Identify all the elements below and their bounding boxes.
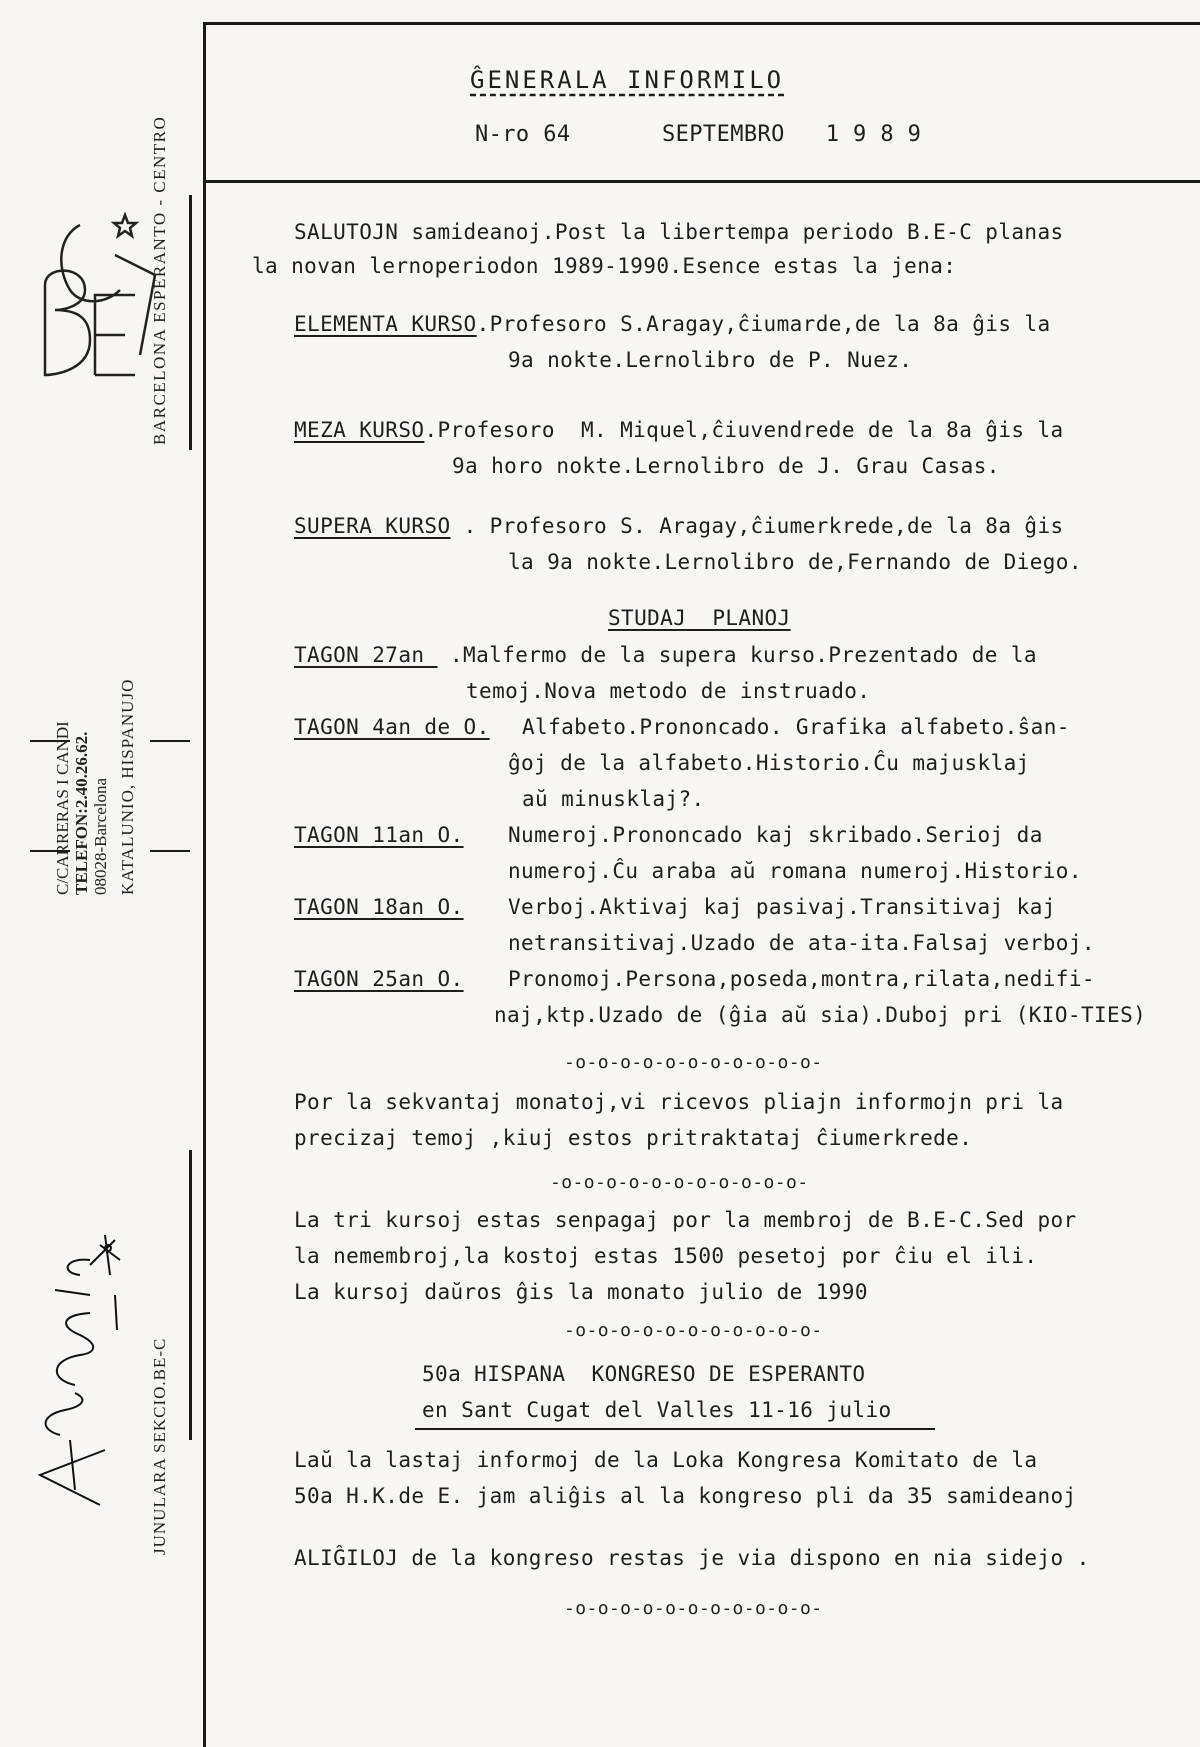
youth-section: JUNULARA SEKCIO.BE-C: [150, 1337, 169, 1555]
para3-line-1: Laŭ la lastaj informoj de la Loka Kongresa Komitato de la: [294, 1448, 1038, 1472]
study-topic: numeroj.Ĉu araba aŭ romana numeroj.Historio.: [508, 859, 1082, 883]
para4-line-1: ALIĜILOJ de la kongreso restas je via dispono en nia sidejo .: [294, 1546, 1090, 1570]
study-topic: Verboj.Aktivaj kaj pasivaj.Transitivaj kaj: [508, 895, 1056, 919]
para2-line-3: La kursoj daŭros ĝis la monato julio de 1990: [294, 1280, 868, 1304]
left-vertical-rule: [203, 22, 206, 1747]
address-line-3: 08028-Barcelona: [91, 777, 110, 895]
separator-1: -o-o-o-o-o-o-o-o-o-o-o-: [564, 1052, 823, 1073]
top-rule: [205, 22, 1200, 25]
signature: [20, 1235, 130, 1525]
course-detail-2: 9a horo nokte.Lernolibro de J. Grau Casas.: [452, 454, 1000, 478]
separator-4: -o-o-o-o-o-o-o-o-o-o-o-: [564, 1598, 823, 1619]
congress-underline: [415, 1428, 935, 1430]
issue-number: N-ro 64: [475, 122, 571, 147]
header-divider-rule: [205, 180, 1200, 183]
study-day: TAGON 25an O.: [294, 967, 464, 991]
study-day: TAGON 27an: [294, 643, 438, 667]
course-elementa: [294, 312, 1051, 336]
study-topic: temoj.Nova metodo de instruado.: [466, 679, 871, 703]
study-topic: .Malfermo de la supera kurso.Prezentado de la: [450, 643, 1037, 667]
sidebar-rule-1: [189, 195, 192, 450]
course-detail: . Profesoro S. Aragay,ĉiumerkrede,de la 8a ĝis: [450, 514, 1064, 538]
bec-logo: [25, 195, 165, 395]
course-detail: .Profesoro M. Miquel,ĉiuvendrede de la 8a ĝis la: [424, 418, 1064, 442]
tick-mark-2: [150, 740, 190, 742]
para1-line-1: Por la sekvantaj monatoj,vi ricevos pliajn informojn pri la: [294, 1090, 1064, 1114]
course-meza: [294, 418, 1064, 442]
separator-2: -o-o-o-o-o-o-o-o-o-o-o-: [550, 1172, 809, 1193]
study-day: TAGON 11an O.: [294, 823, 464, 847]
course-detail-2: la 9a nokte.Lernolibro de,Fernando de Diego.: [508, 550, 1082, 574]
congress-title-2: en Sant Cugat del Valles 11-16 julio: [422, 1398, 892, 1422]
address-line-2: TELEFON:2.40.26.62.: [72, 731, 91, 895]
course-supera: [294, 514, 1064, 538]
study-heading: STUDAJ PLANOJ: [608, 606, 791, 630]
congress-title-1: 50a HISPANA KONGRESO DE ESPERANTO: [422, 1362, 866, 1386]
study-topic: naj,ktp.Uzado de (ĝia aŭ sia).Duboj pri (KIO-TIES): [494, 1003, 1147, 1027]
study-topic: Numeroj.Prononcado kaj skribado.Serioj da: [508, 823, 1043, 847]
study-topic: Pronomoj.Persona,poseda,montra,rilata,nedifi-: [508, 967, 1095, 991]
study-topic: netransitivaj.Uzado de ata-ita.Falsaj verboj.: [508, 931, 1095, 955]
sidebar-rule-2: [189, 1150, 192, 1440]
study-topic: aŭ minusklaj?.: [522, 787, 705, 811]
para2-line-1: La tri kursoj estas senpagaj por la membroj de B.E-C.Sed por: [294, 1208, 1077, 1232]
study-topic: ĝoj de la alfabeto.Historio.Ĉu majusklaj: [508, 751, 1030, 775]
address-line-1: C/CARRERAS I CANDI: [53, 721, 72, 895]
study-topic: Alfabeto.Prononcado. Grafika alfabeto.ŝan-: [522, 715, 1070, 739]
course-name: MEZA KURSO: [294, 418, 425, 442]
para1-line-2: precizaj temoj ,kiuj estos pritraktataj ĉiumerkrede.: [294, 1126, 973, 1150]
course-detail: .Profesoro S.Aragay,ĉiumarde,de la 8a ĝis la: [476, 312, 1051, 336]
study-day: TAGON 18an O.: [294, 895, 464, 919]
course-name: SUPERA KURSO: [294, 514, 451, 538]
intro-line-2: la novan lernoperiodon 1989-1990.Esence estas la jena:: [252, 254, 957, 278]
separator-3: -o-o-o-o-o-o-o-o-o-o-o-: [564, 1320, 823, 1341]
course-detail-2: 9a nokte.Lernolibro de P. Nuez.: [508, 348, 913, 372]
study-day: TAGON 4an de O.: [294, 715, 490, 739]
course-name: ELEMENTA KURSO: [294, 312, 477, 336]
tick-mark-4: [150, 850, 190, 852]
para3-line-2: 50a H.K.de E. jam aliĝis al la kongreso pli da 35 samideanoj: [294, 1484, 1077, 1508]
org-name: BARCELONA ESPERANTO - CENTRO: [150, 115, 169, 445]
issue-date: SEPTEMBRO 1 9 8 9: [662, 122, 922, 147]
intro-line-1: SALUTOJN samideanoj.Post la libertempa periodo B.E-C planas: [294, 220, 1064, 244]
para2-line-2: la nemembroj,la kostoj estas 1500 pesetoj por ĉiu el ili.: [294, 1244, 1038, 1268]
address-line-4: KATALUNIO, HISPANUJO: [118, 678, 137, 895]
page-title: ĜENERALA INFORMILO: [470, 66, 785, 94]
